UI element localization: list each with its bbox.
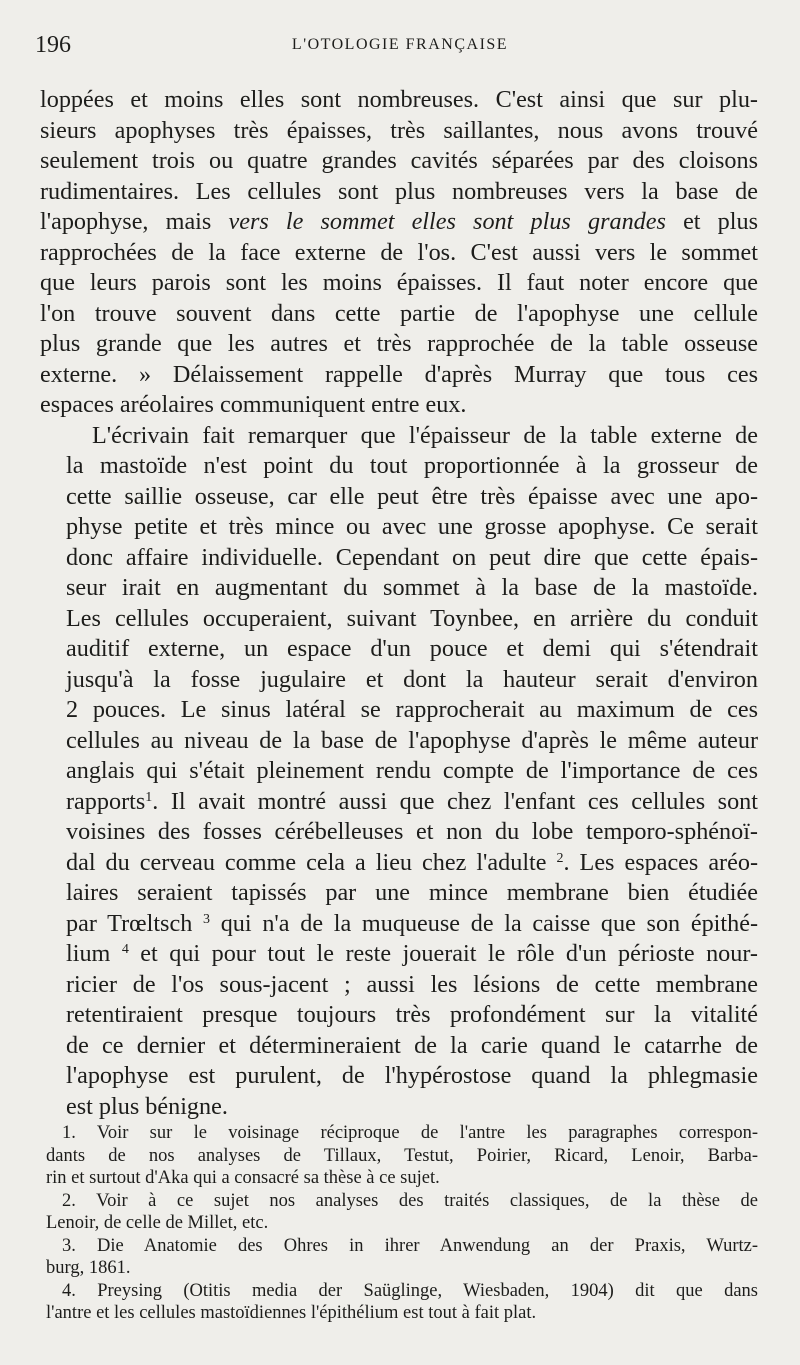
running-title: L'OTOLOGIE FRANÇAISE [291,36,509,53]
text-fragment: et plus [665,208,758,235]
text-line [40,787,758,818]
text-line: 2 pouces. Le sinus latéral se rapprocherait au maximum de ces [66,696,758,723]
text-line [40,939,758,970]
text-fragment: dal du cerveau comme cela a lieu chez l'adulte [66,848,557,876]
text-line: donc affaire individuelle. Cependant on peut dire que cette épais- [66,543,758,571]
text-line: seulement trois ou quatre grandes cavités séparées par des cloisons [40,147,758,174]
text-line: plus grande que les autres et très rapprochée de la table osseuse [40,330,758,357]
footnotes [46,1122,758,1325]
text-line: rapprochées de la face externe de l'os. C'est aussi vers le sommet [40,238,758,266]
text-line: l'on trouve souvent dans cette partie de l'apophyse une cellule [40,299,758,327]
text-line [40,848,758,879]
text-line: cette saillie osseuse, car elle peut être très épaisse avec une apo- [66,482,758,510]
text-line: que leurs parois sont les moins épaisses. Il faut noter encore que [40,269,758,296]
text-line: anglais qui s'était pleinement rendu compte de l'importance de ces [66,757,758,784]
text-line: cellules au niveau de la base de l'apophyse d'après le même auteur [66,726,758,754]
text-line [40,909,758,940]
footnote-line: l'antre et les cellules mastoïdiennes l'épithélium est tout à fait plat. [46,1303,537,1323]
text-line: laires seraient tapissés par une mince membrane bien étudiée [66,879,758,906]
text-line: L'écrivain fait remarquer que l'épaisseur de la table externe de [92,421,758,449]
text-line: sieurs apophyses très épaisses, très saillantes, nous avons trouvé [40,116,758,144]
text-fragment: et qui pour tout le reste jouerait le rôle d'un périoste nour- [128,940,758,967]
text-line: auditif externe, un espace d'un pouce et demi qui s'étendrait [66,635,758,662]
footnote-line: dants de nos analyses de Tillaux, Testut, Poirier, Ricard, Lenoir, Barba- [46,1145,758,1166]
paragraph-1 [40,85,758,421]
footnote-ref: 1 [145,789,153,805]
page-header [35,32,765,62]
text-fragment: . Il avait montré aussi que chez l'enfant ces cellules sont [152,787,758,815]
footnote-line: 4. Preysing (Otitis media der Saüglinge, Wiesbaden, 1904) dit que dans [62,1280,758,1301]
footnote-ref: 3 [203,911,210,927]
text-line: rudimentaires. Les cellules sont plus nombreuses vers la base de [40,177,758,205]
body-text [40,85,758,1122]
text-fragment: par Trœltsch [66,909,203,937]
footnote-line: 1. Voir sur le voisinage réciproque de l'antre les paragraphes correspon- [62,1123,758,1143]
footnote-ref: 2 [556,850,564,866]
footnote-line: Lenoir, de celle de Millet, etc. [46,1213,269,1233]
footnote-3 [46,1235,758,1280]
text-line: retentiraient presque toujours très profondément sur la vitalité [66,1001,758,1028]
text-line [40,207,758,238]
text-line: physe petite et très mince ou avec une grosse apophyse. Ce serait [66,513,758,540]
text-line: jusqu'à la fosse jugulaire et dont la hauteur serait d'environ [66,665,758,693]
text-fragment: lium [66,940,122,967]
text-fragment: qui n'a de la muqueuse de la caisse que son épithé- [210,909,758,937]
text-line: la mastoïde n'est point du tout proportionnée à la grosseur de [66,452,758,479]
paragraph-2 [40,421,758,1123]
text-line: est plus bénigne. [66,1092,228,1120]
text-line: loppées et moins elles sont nombreuses. C'est ainsi que sur plu- [40,86,758,113]
text-line: Les cellules occuperaient, suivant Toynbee, en arrière du conduit [66,604,758,632]
text-line: l'apophyse est purulent, de l'hypérostose quand la phlegmasie [66,1062,758,1089]
text-fragment: . Les espaces aréo- [563,848,758,876]
text-fragment: l'apophyse, mais [40,208,229,235]
text-line: externe. » Délaissement rappelle d'après Murray que tous ces [40,360,758,388]
footnote-4 [46,1280,758,1325]
text-line: espaces aréolaires communiquent entre eux. [40,391,467,418]
footnote-line: rin et surtout d'Aka qui a consacré sa thèse à ce sujet. [46,1168,440,1188]
italic-phrase: vers le sommet elles sont plus grandes [228,208,666,235]
text-fragment: rapports [66,787,146,815]
footnote-ref: 4 [121,942,129,957]
text-line: voisines des fosses cérébelleuses et non du lobe temporo-sphénoï- [66,818,758,845]
footnote-2 [46,1190,758,1235]
footnote-line: 2. Voir à ce sujet nos analyses des traités classiques, de la thèse de [62,1190,758,1211]
footnote-line: 3. Die Anatomie des Ohres in ihrer Anwendung an der Praxis, Wurtz- [62,1235,758,1256]
footnote-1 [46,1122,758,1190]
footnote-line: burg, 1861. [46,1258,131,1278]
text-line: ricier de l'os sous-jacent ; aussi les lésions de cette membrane [66,970,758,998]
text-line: de ce dernier et détermineraient de la carie quand le catarrhe de [66,1031,758,1059]
page-number: 196 [35,32,71,58]
text-line: seur irait en augmentant du sommet à la base de la mastoïde. [66,574,758,601]
